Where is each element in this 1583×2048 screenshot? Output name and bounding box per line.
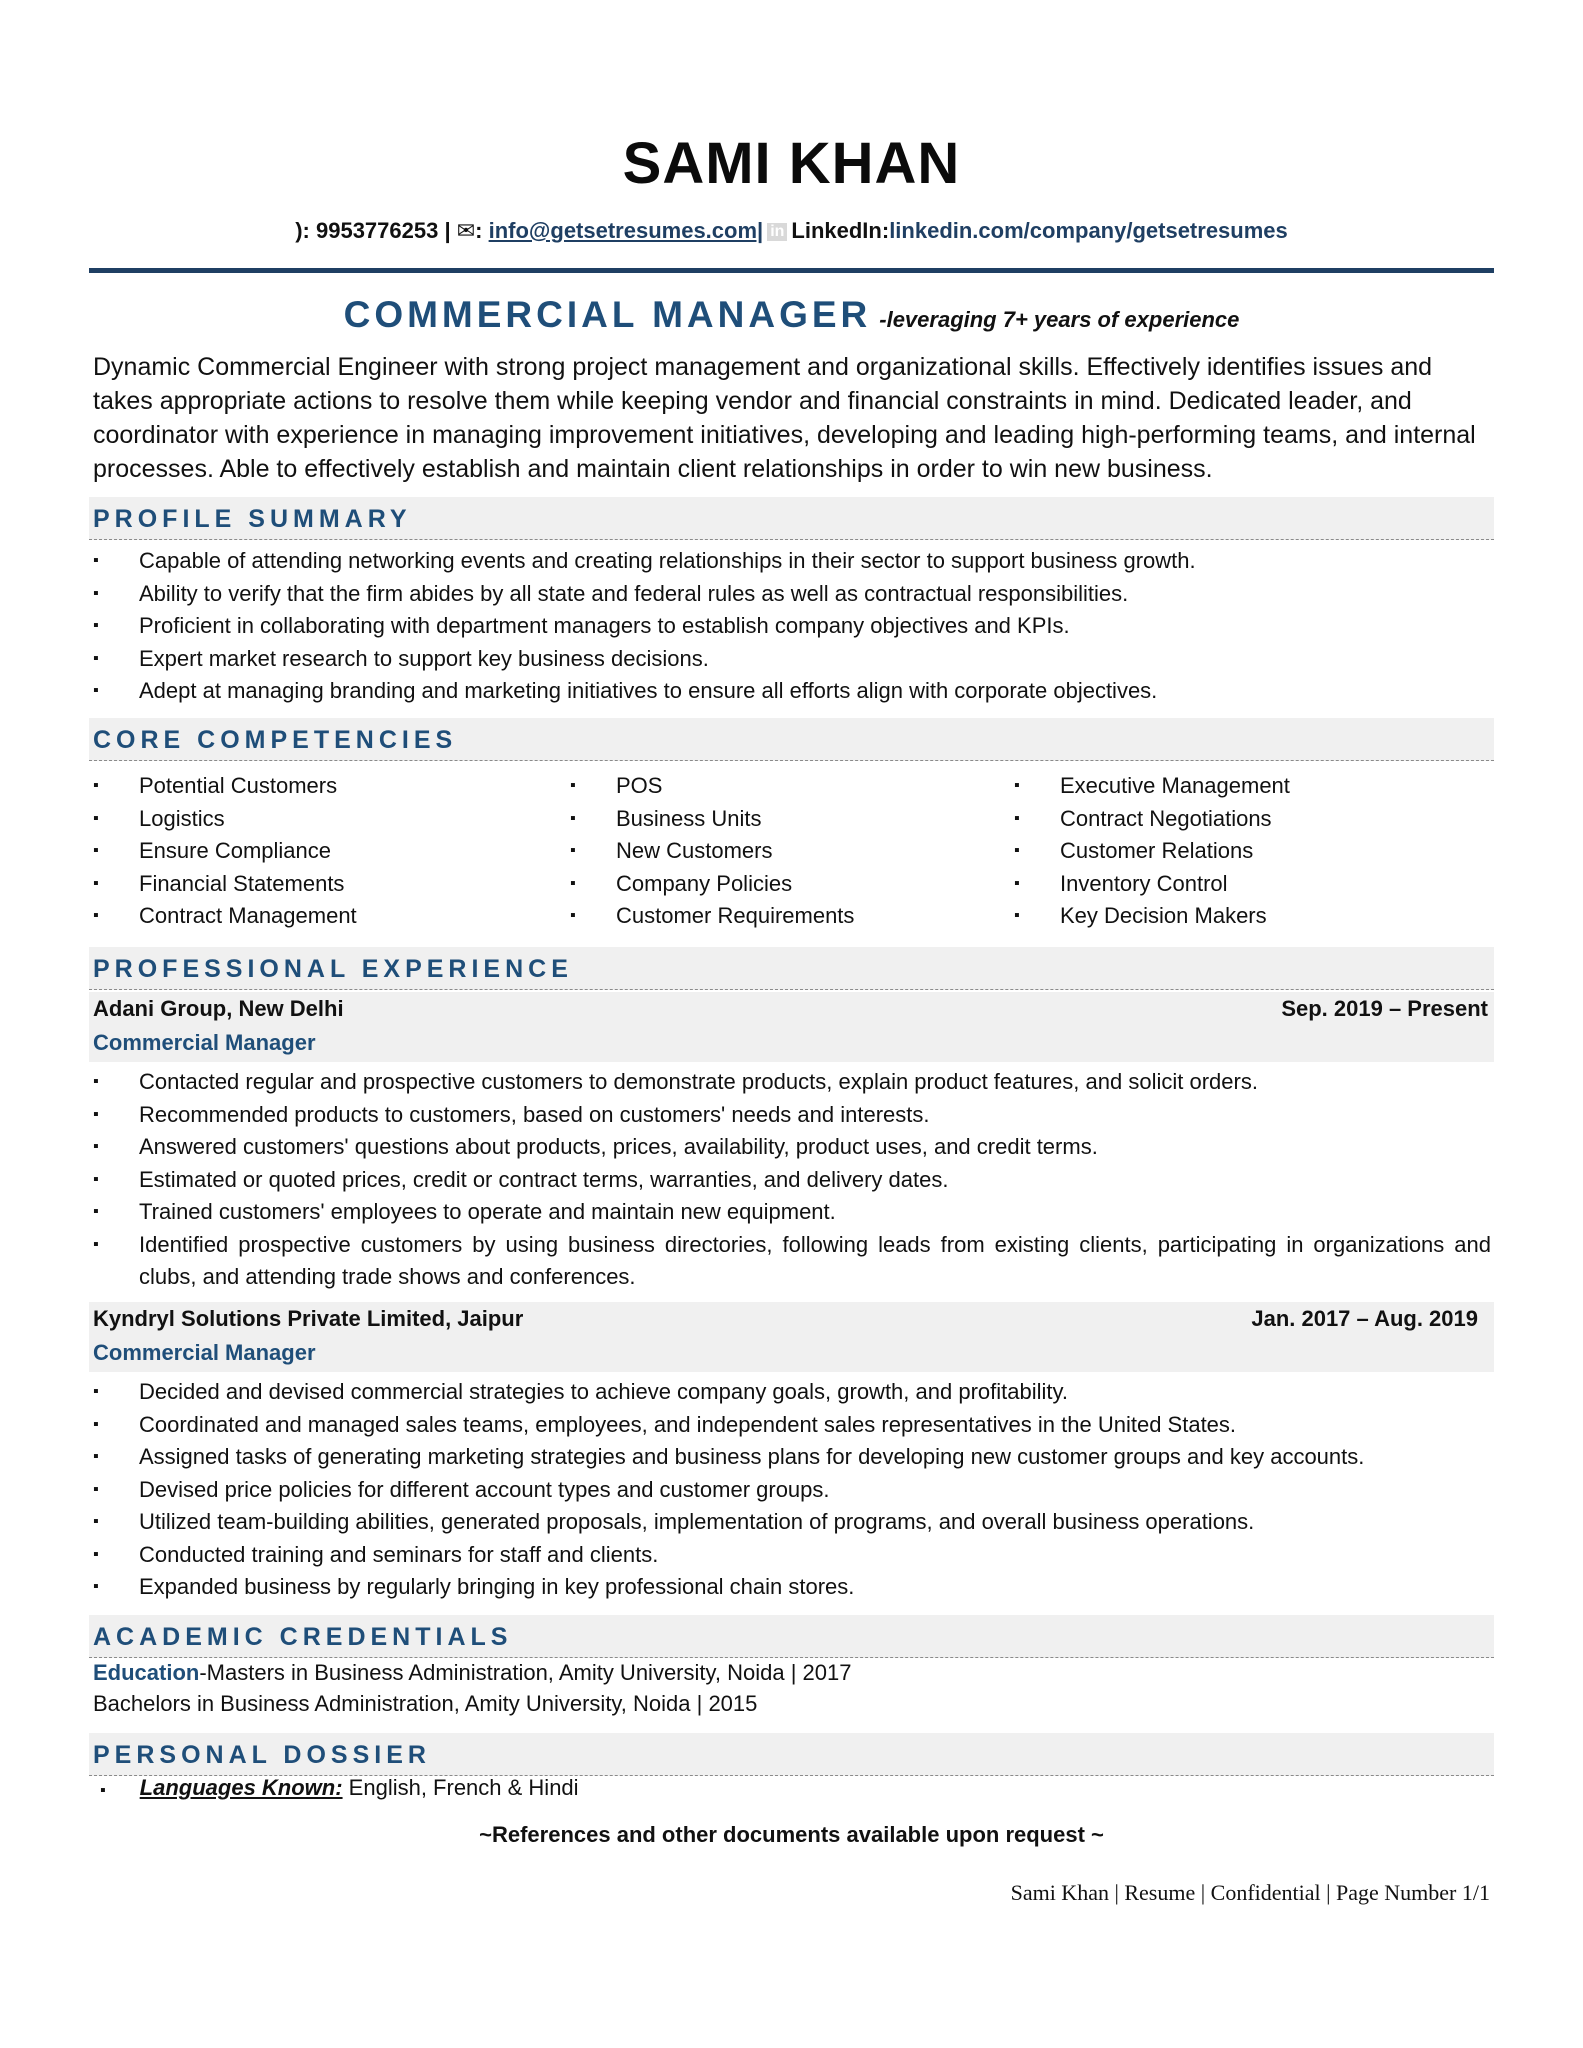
header-divider: [89, 268, 1494, 273]
list-item: ▪ Recommended products to customers, based on customers' needs and interests.: [93, 1099, 1491, 1132]
linkedin-icon: in: [767, 223, 787, 241]
headline-tagline: -leveraging 7+ years of experience: [879, 307, 1240, 332]
list-item: ▪ New Customers: [570, 835, 854, 868]
headline: [0, 294, 1583, 336]
section-academic-credentials: [89, 1615, 1494, 1658]
section-core-competencies: [89, 718, 1494, 761]
candidate-name: SAMI KHAN: [622, 131, 961, 196]
competencies-column-3: [1014, 770, 1290, 933]
profile-summary-list: [93, 545, 1491, 708]
list-item: ▪ POS: [570, 770, 854, 803]
list-item: ▪ Trained customers' employees to operate and maintain new equipment.: [93, 1196, 1491, 1229]
section-professional-experience: [89, 947, 1494, 990]
bullet-icon: ▪: [100, 1782, 106, 1799]
section-title: PROFILE SUMMARY: [93, 505, 412, 533]
job-2-bullets: [93, 1376, 1491, 1604]
list-item: ▪ Executive Management: [1014, 770, 1290, 803]
education-masters: -Masters in Business Administration, Amity University, Noida | 2017: [199, 1660, 852, 1685]
list-item: ▪ Expert market research to support key business decisions.: [93, 643, 1491, 676]
page-footer: Sami Khan | Resume | Confidential | Page Number 1/1: [1010, 1880, 1490, 1905]
list-item: ▪ Expanded business by regularly bringing in key professional chain stores.: [93, 1571, 1491, 1604]
list-item: ▪ Proficient in collaborating with department managers to establish company objectives and KPIs.: [93, 610, 1491, 643]
list-item: ▪ Coordinated and managed sales teams, employees, and independent sales representatives in the United States.: [93, 1409, 1491, 1442]
contact-separator: |: [438, 218, 457, 243]
education-line-1: [93, 1657, 851, 1688]
intro-paragraph: Dynamic Commercial Engineer with strong project management and organizational skills. Effectively identifies issues and takes appropriate actions to resolve them while keeping vendor and financial constraints in mind. Dedicated leader, and coordinator with experience in managing improvement initiatives, developing and leading high-performing teams, and internal processes. Able to effectively establish and maintain client relationships in order to win new business.: [93, 353, 1476, 483]
competencies-column-1: [93, 770, 357, 933]
email-link[interactable]: info@getsetresumes.com|: [488, 218, 764, 243]
job-title: Commercial Manager: [93, 1030, 316, 1055]
languages-label: Languages Known:: [139, 1775, 343, 1800]
headline-role: COMMERCIAL MANAGER: [343, 294, 872, 335]
job-dates: Jan. 2017 – Aug. 2019: [1251, 1306, 1478, 1331]
list-item: ▪ Customer Relations: [1014, 835, 1290, 868]
list-item: ▪ Answered customers' questions about products, prices, availability, product uses, and credit terms.: [93, 1131, 1491, 1164]
job-1-bullets: [93, 1066, 1491, 1294]
competencies-column-2: [570, 770, 854, 933]
linkedin-label: LinkedIn:: [791, 218, 890, 243]
job-header-2: [89, 1302, 1494, 1372]
list-item: ▪ Ensure Compliance: [93, 835, 357, 868]
job-company: Adani Group, New Delhi: [93, 996, 344, 1021]
list-item: ▪ Decided and devised commercial strategies to achieve company goals, growth, and profitability.: [93, 1376, 1491, 1409]
contact-line: [0, 218, 1583, 244]
languages-value: English, French & Hindi: [342, 1775, 579, 1800]
job-company: Kyndryl Solutions Private Limited, Jaipur: [93, 1306, 524, 1331]
list-item: ▪ Business Units: [570, 803, 854, 836]
section-personal-dossier: [89, 1733, 1494, 1776]
section-title: PROFESSIONAL EXPERIENCE: [93, 955, 573, 983]
phone-number: 9953776253: [315, 218, 439, 243]
list-item: ▪ Devised price policies for different account types and customer groups.: [93, 1474, 1491, 1507]
list-item: ▪ Utilized team-building abilities, generated proposals, implementation of programs, and overall business operations.: [93, 1506, 1491, 1539]
list-item: ▪ Company Policies: [570, 868, 854, 901]
references-note: ~References and other documents available upon request ~: [479, 1822, 1104, 1847]
list-item: ▪ Estimated or quoted prices, credit or contract terms, warranties, and delivery dates.: [93, 1164, 1491, 1197]
list-item: ▪ Key Decision Makers: [1014, 900, 1290, 933]
list-item: ▪ Inventory Control: [1014, 868, 1290, 901]
job-dates: Sep. 2019 – Present: [1281, 996, 1488, 1021]
list-item: ▪ Ability to verify that the firm abides by all state and federal rules as well as contractual responsibilities.: [93, 578, 1491, 611]
list-item: ▪ Adept at managing branding and marketing initiatives to ensure all efforts align with corporate objectives.: [93, 675, 1491, 708]
linkedin-link[interactable]: linkedin.com/company/getsetresumes: [889, 218, 1288, 243]
job-header-1: [89, 992, 1494, 1062]
languages-item: [100, 1775, 579, 1801]
job-title: Commercial Manager: [93, 1340, 316, 1365]
education-line-2: Bachelors in Business Administration, Amity University, Noida | 2015: [93, 1691, 758, 1716]
list-item: ▪ Assigned tasks of generating marketing strategies and business plans for developing new customer groups and key accounts.: [93, 1441, 1491, 1474]
email-icon: ✉:: [456, 218, 489, 243]
section-profile-summary: [89, 497, 1494, 540]
section-title: PERSONAL DOSSIER: [93, 1741, 431, 1769]
list-item: ▪ Contract Management: [93, 900, 357, 933]
phone-icon: ):: [295, 218, 316, 243]
list-item: ▪ Capable of attending networking events and creating relationships in their sector to support business growth.: [93, 545, 1491, 578]
list-item: ▪ Financial Statements: [93, 868, 357, 901]
list-item: ▪ Conducted training and seminars for staff and clients.: [93, 1539, 1491, 1572]
education-block: [93, 1657, 851, 1719]
section-title: CORE COMPETENCIES: [93, 726, 458, 754]
list-item: ▪ Customer Requirements: [570, 900, 854, 933]
list-item: ▪ Logistics: [93, 803, 357, 836]
list-item: ▪ Contacted regular and prospective customers to demonstrate products, explain product features, and solicit orders.: [93, 1066, 1491, 1099]
education-label: Education: [93, 1660, 200, 1685]
list-item: ▪ Identified prospective customers by using business directories, following leads from existing clients, participating in organizations and clubs, and attending trade shows and conferences.: [93, 1229, 1491, 1294]
list-item: ▪ Contract Negotiations: [1014, 803, 1290, 836]
section-title: ACADEMIC CREDENTIALS: [93, 1623, 513, 1651]
list-item: ▪ Potential Customers: [93, 770, 357, 803]
